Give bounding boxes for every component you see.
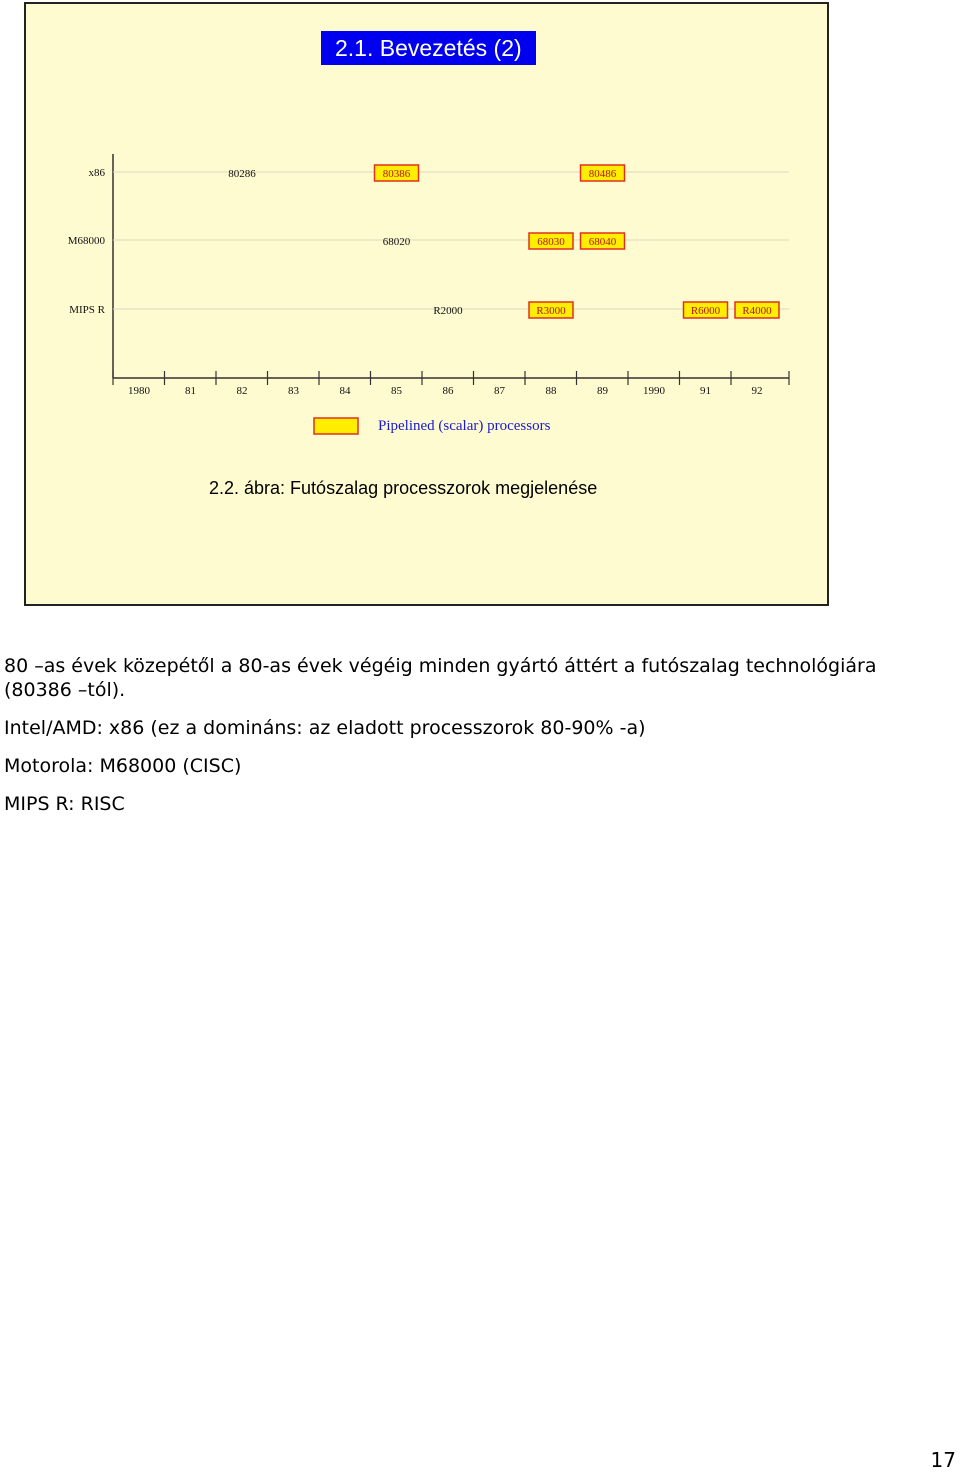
slide-title: 2.1. Bevezetés (2) [321,31,536,65]
row-label: MIPS R [69,304,105,316]
processor-label: 80486 [588,168,617,180]
processor-label: R2000 [433,305,463,317]
processor-label: 68020 [382,236,411,248]
row-label: x86 [88,167,105,179]
legend-swatch [314,418,358,434]
axis-tick-label: 86 [442,385,454,397]
processor-label: R6000 [690,305,721,317]
timeline-chart [26,4,827,604]
row-label: M68000 [67,235,105,247]
axis-tick-label: 1990 [643,385,665,397]
page-number: 17 [930,1448,956,1472]
axis-tick-label: 92 [751,385,763,397]
processor-label: 68040 [588,236,617,248]
axis-tick-label: 91 [700,385,711,397]
axis-tick-label: 84 [339,385,351,397]
paragraph-intro: 80 –as évek közepétől a 80-as évek végéig minden gyártó áttért a futószalag technológiára (80386 –tól). [4,655,877,701]
axis-tick-label: 88 [545,385,557,397]
paragraph-mips: MIPS R: RISC [4,793,125,815]
axis-tick-label: 89 [597,385,608,397]
slide-image [24,2,829,606]
axis-tick-label: 83 [288,385,299,397]
processor-label: 80386 [382,168,411,180]
body-text [4,654,944,816]
legend-label: Pipelined (scalar) processors [378,418,551,434]
axis-tick-label: 87 [494,385,505,397]
axis-tick-label: 81 [185,385,196,397]
axis-tick-label: 82 [236,385,248,397]
processor-label: 68030 [537,236,565,248]
paragraph-motorola: Motorola: M68000 (CISC) [4,755,242,777]
processor-label: R3000 [536,305,566,317]
paragraph-intel: Intel/AMD: x86 (ez a domináns: az eladott processzorok 80-90% -a) [4,717,646,739]
axis-tick-label: 85 [391,385,402,397]
axis-tick-label: 1980 [128,385,150,397]
processor-label: 80286 [228,168,256,180]
figure-caption: 2.2. ábra: Futószalag processzorok megjelenése [209,478,598,498]
processor-label: R4000 [742,305,772,317]
